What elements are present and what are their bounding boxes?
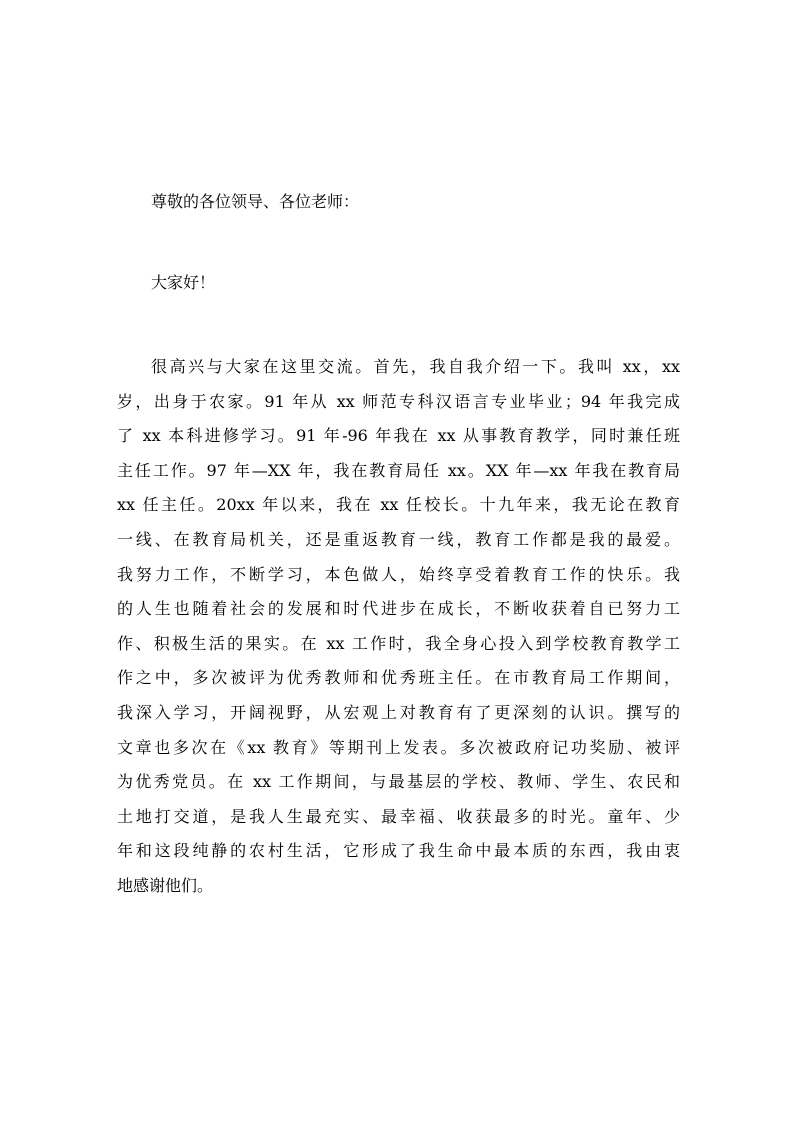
salutation-text: 尊敬的各位领导、各位老师： [151, 192, 360, 211]
greeting-text: 大家好！ [151, 273, 216, 292]
body-line: 地感谢他们。 [117, 875, 214, 895]
greeting-paragraph [117, 266, 680, 301]
body-line: 年和这段纯静的农村生活，它形成了我生命中最本质的东西，我由衷 [117, 841, 680, 861]
body-line: xx 任主任。20xx 年以来，我在 xx 任校长。十九年来，我无论在教育 [117, 495, 680, 515]
body-line: 了 xx 本科进修学习。91 年-96 年我在 xx 从事教育教学，同时兼任班 [117, 426, 680, 446]
body-line: 我努力工作，不断学习，本色做人，始终享受着教育工作的快乐。我 [117, 564, 680, 584]
body-line: 我深入学习，开阔视野，从宏观上对教育有了更深刻的认识。撰写的 [117, 702, 680, 722]
body-line: 土地打交道，是我人生最充实、最幸福、收获最多的时光。童年、少 [117, 806, 680, 826]
salutation-paragraph [117, 185, 680, 220]
body-line: 作、积极生活的果实。在 xx 工作时，我全身心投入到学校教育教学工 [117, 633, 680, 653]
body-line: 为优秀党员。在 xx 工作期间，与最基层的学校、教师、学生、农民和 [117, 772, 680, 792]
body-line: 作之中，多次被评为优秀教师和优秀班主任。在市教育局工作期间， [117, 668, 680, 688]
body-paragraph [117, 350, 680, 904]
body-line: 很高兴与大家在这里交流。首先，我自我介绍一下。我叫 xx，xx [151, 357, 680, 376]
body-line: 岁，出身于农家。91 年从 xx 师范专科汉语言专业毕业；94 年我完成 [117, 391, 680, 411]
body-line: 主任工作。97 年—XX 年，我在教育局任 xx。XX 年—xx 年我在教育局 [117, 460, 680, 480]
body-line: 一线、在教育局机关，还是重返教育一线，教育工作都是我的最爱。 [117, 529, 680, 549]
body-line: 文章也多次在《xx 教育》等期刊上发表。多次被政府记功奖励、被评 [117, 737, 680, 757]
body-line: 的人生也随着社会的发展和时代进步在成长，不断收获着自已努力工 [117, 599, 680, 619]
